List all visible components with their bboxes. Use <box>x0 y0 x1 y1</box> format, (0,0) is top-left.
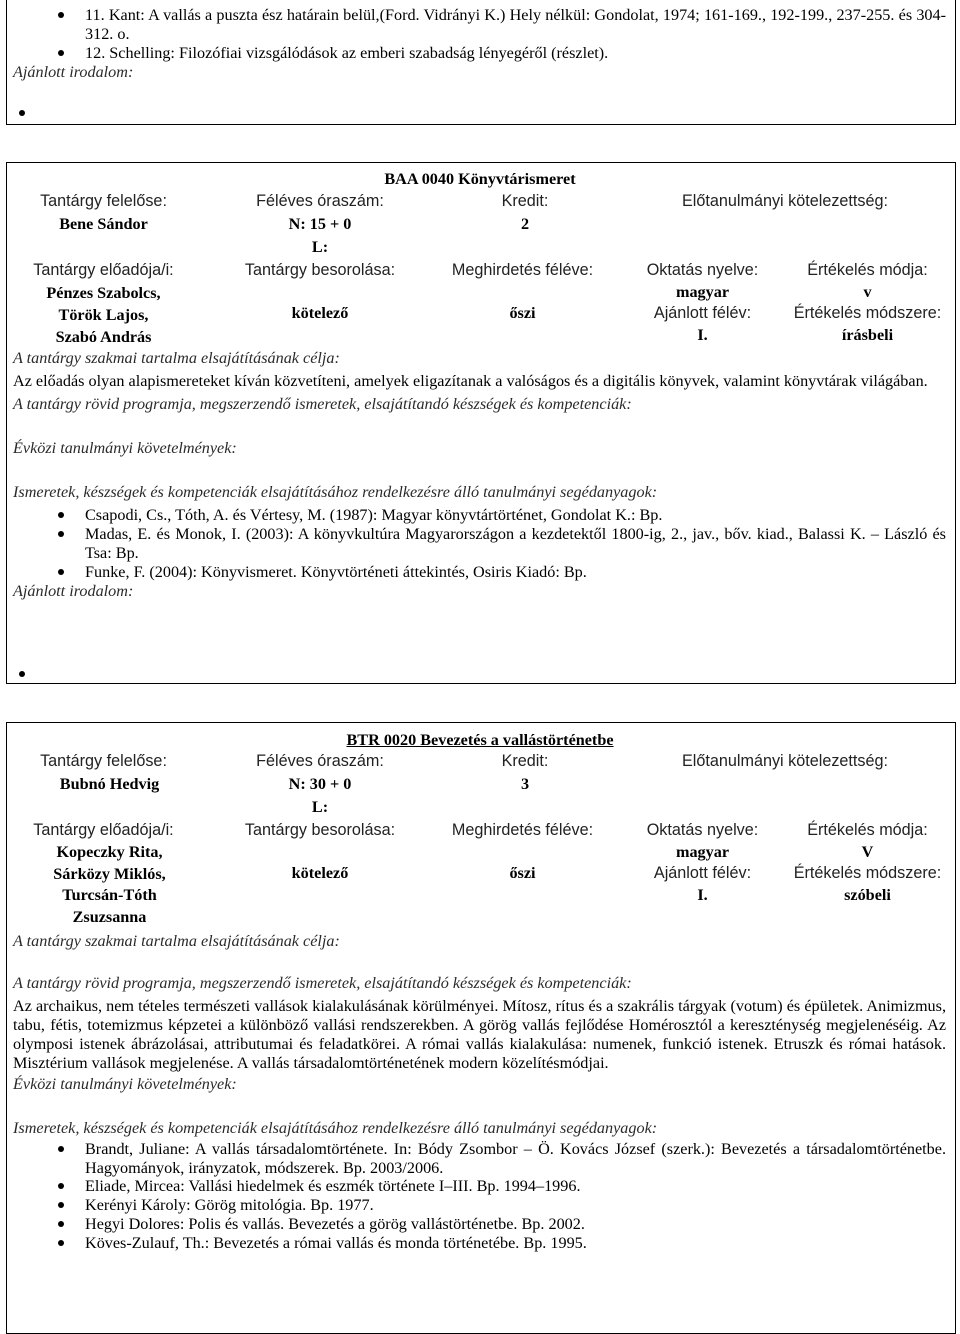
eval-mode-label: Értékelés módja: <box>807 821 928 839</box>
list-item: Funke, F. (2004): Könyvismeret. Könyvtörténeti áttekintés, Osiris Kiadó: Bp. <box>13 563 946 582</box>
list-item: Madas, E. és Monok, I. (2003): A könyvkultúra Magyarországon a kezdetektől 1800-ig, 2., jav., bőv. kiad., Balassi K. – László és Tsa: Bp. <box>13 525 946 563</box>
eval-mode-label: Értékelés módja: <box>807 261 928 279</box>
credit-label: Kredit: <box>501 192 549 210</box>
empty-bullet <box>19 671 25 677</box>
lecturer-name: Zsuzsanna <box>72 908 147 926</box>
recommended-heading: Ajánlott irodalom: <box>13 62 134 81</box>
previous-course-body <box>13 6 946 82</box>
language-label: Oktatás nyelve: <box>646 821 759 839</box>
goal-text: Az előadás olyan alapismereteket kíván közvetíteni, amelyek eligazítanak a valóságos és a digitális könyvek, valamint könyvtárak világában. <box>13 372 928 390</box>
hours-label: Féléves óraszám: <box>256 752 384 770</box>
classification-value: kötelező <box>291 864 349 882</box>
eval-method-value: írásbeli <box>841 326 894 344</box>
course2-body <box>13 932 946 1253</box>
recommended-semester-value: I. <box>697 886 708 904</box>
materials-heading: Ismeretek, készségek és kompetenciák elsajátításához rendelkezésre álló tanulmányi segédanyagok: <box>13 482 658 501</box>
empty-bullet <box>19 110 25 116</box>
materials-list <box>13 506 946 582</box>
materials-list <box>13 1140 946 1253</box>
requirements-heading: Évközi tanulmányi követelmények: <box>13 1074 237 1093</box>
responsible-name: Bene Sándor <box>59 215 148 233</box>
course1-body <box>13 349 946 600</box>
credit-value: 3 <box>520 775 530 793</box>
hours-l-value: L: <box>311 798 329 816</box>
list-item: Kerényi Károly: Görög mitológia. Bp. 1977. <box>13 1196 946 1215</box>
language-label: Oktatás nyelve: <box>646 261 759 279</box>
semester-label: Meghirdetés féléve: <box>451 821 594 839</box>
lecturer-name: Sárközy Miklós, <box>53 865 166 883</box>
hours-value: N: 30 + 0 <box>288 775 352 793</box>
classification-label: Tantárgy besorolása: <box>244 821 396 839</box>
eval-mode-value: v <box>863 283 872 301</box>
materials-heading: Ismeretek, készségek és kompetenciák elsajátításához rendelkezésre álló tanulmányi segédanyagok: <box>13 1118 658 1137</box>
lecturer-name: Török Lajos, <box>58 306 149 324</box>
lecturer-label: Tantárgy előadója/i: <box>33 261 174 279</box>
list-item: 12. Schelling: Filozófiai vizsgálódások az emberi szabadság lényegéről (részlet). <box>13 44 946 63</box>
course-title: BAA 0040 Könyvtárismeret <box>384 170 576 188</box>
recommended-semester-label: Ajánlott félév: <box>653 304 752 322</box>
course-title <box>300 731 660 750</box>
course-title-text: BTR 0020 Bevezetés a vallástörténetbe <box>346 731 614 749</box>
responsible-name: Bubnó Hedvig <box>59 775 160 793</box>
responsible-label: Tantárgy felelőse: <box>40 752 167 770</box>
credit-label: Kredit: <box>501 752 549 770</box>
previous-materials-list <box>13 6 946 63</box>
recommended-semester-value: I. <box>697 326 708 344</box>
program-text: Az archaikus, nem tételes természeti vallások kialakulásának körülményei. Mítosz, rítus és a szakrális tárgyak (votum) és épületek. Animizmus, tabu, fétis, totemizmus képzetei a különböző vallási rendszerekben. A görög vallás fejlődése Homérosztól a kereszténység megjelenéséig. Az olymposi istenek ábrázolásai, attributumai és feladatkörei. A római vallás kialakulása: numenek, funkció istenek. Etruszk és római hatások. Misztérium vallások megjelenése. A vallás társadalomtörténetének modern közelítésmódjai. <box>13 997 946 1072</box>
list-item: 11. Kant: A vallás a puszta ész határain belül,(Ford. Vidrányi K.) Hely nélkül: Gondolat, 1974; 161-169., 192-199., 237-255. és 304-312. o. <box>13 6 946 44</box>
semester-value: őszi <box>509 304 536 322</box>
list-item: Köves-Zulauf, Th.: Bevezetés a római vallás és monda történetébe. Bp. 1995. <box>13 1234 946 1253</box>
lecturer-name: Turcsán-Tóth <box>62 886 157 904</box>
responsible-label: Tantárgy felelőse: <box>40 192 167 210</box>
eval-method-label: Értékelés módszere: <box>793 864 942 882</box>
classification-label: Tantárgy besorolása: <box>244 261 396 279</box>
eval-mode-value: V <box>861 843 874 861</box>
hours-l-value: L: <box>311 238 329 256</box>
semester-label: Meghirdetés féléve: <box>451 261 594 279</box>
eval-method-label: Értékelés módszere: <box>793 304 942 322</box>
language-value: magyar <box>675 283 730 301</box>
recommended-heading: Ajánlott irodalom: <box>13 581 134 600</box>
recommended-semester-label: Ajánlott félév: <box>653 864 752 882</box>
goal-heading: A tantárgy szakmai tartalma elsajátításának célja: <box>13 349 340 367</box>
goal-heading: A tantárgy szakmai tartalma elsajátításának célja: <box>13 932 340 950</box>
list-item: Eliade, Mircea: Vallási hiedelmek és eszmék története I–III. Bp. 1994–1996. <box>13 1177 946 1196</box>
lecturer-name: Szabó András <box>55 328 152 346</box>
eval-method-value: szóbeli <box>844 886 891 904</box>
classification-value: kötelező <box>291 304 349 322</box>
list-item: Hegyi Dolores: Polis és vallás. Bevezetés a görög vallástörténetbe. Bp. 2002. <box>13 1215 946 1234</box>
list-item: Csapodi, Cs., Tóth, A. és Vértesy, M. (1987): Magyar könyvtártörténet, Gondolat K.: Bp. <box>13 506 946 525</box>
semester-value: őszi <box>509 864 536 882</box>
program-heading: A tantárgy rövid programja, megszerzendő ismeretek, elsajátítandó készségek és kompetenciák: <box>13 394 632 413</box>
program-heading: A tantárgy rövid programja, megszerzendő ismeretek, elsajátítandó készségek és kompetenciák: <box>13 974 632 992</box>
hours-label: Féléves óraszám: <box>256 192 384 210</box>
lecturer-name: Pénzes Szabolcs, <box>46 284 161 302</box>
prereq-label: Előtanulmányi kötelezettség: <box>681 192 889 210</box>
hours-value: N: 15 + 0 <box>288 215 352 233</box>
credit-value: 2 <box>520 215 530 233</box>
requirements-heading: Évközi tanulmányi követelmények: <box>13 438 237 457</box>
lecturer-name: Kopeczky Rita, <box>56 843 163 861</box>
prereq-label: Előtanulmányi kötelezettség: <box>681 752 889 770</box>
list-item: Brandt, Juliane: A vallás társadalomtörténete. In: Bódy Zsombor – Ö. Kovács József (szerk.): Bevezetés a társadalomtörténetbe. Hagyományok, irányzatok, módszerek. Bp. 2003/2006. <box>13 1140 946 1178</box>
language-value: magyar <box>675 843 730 861</box>
lecturer-label: Tantárgy előadója/i: <box>33 821 174 839</box>
